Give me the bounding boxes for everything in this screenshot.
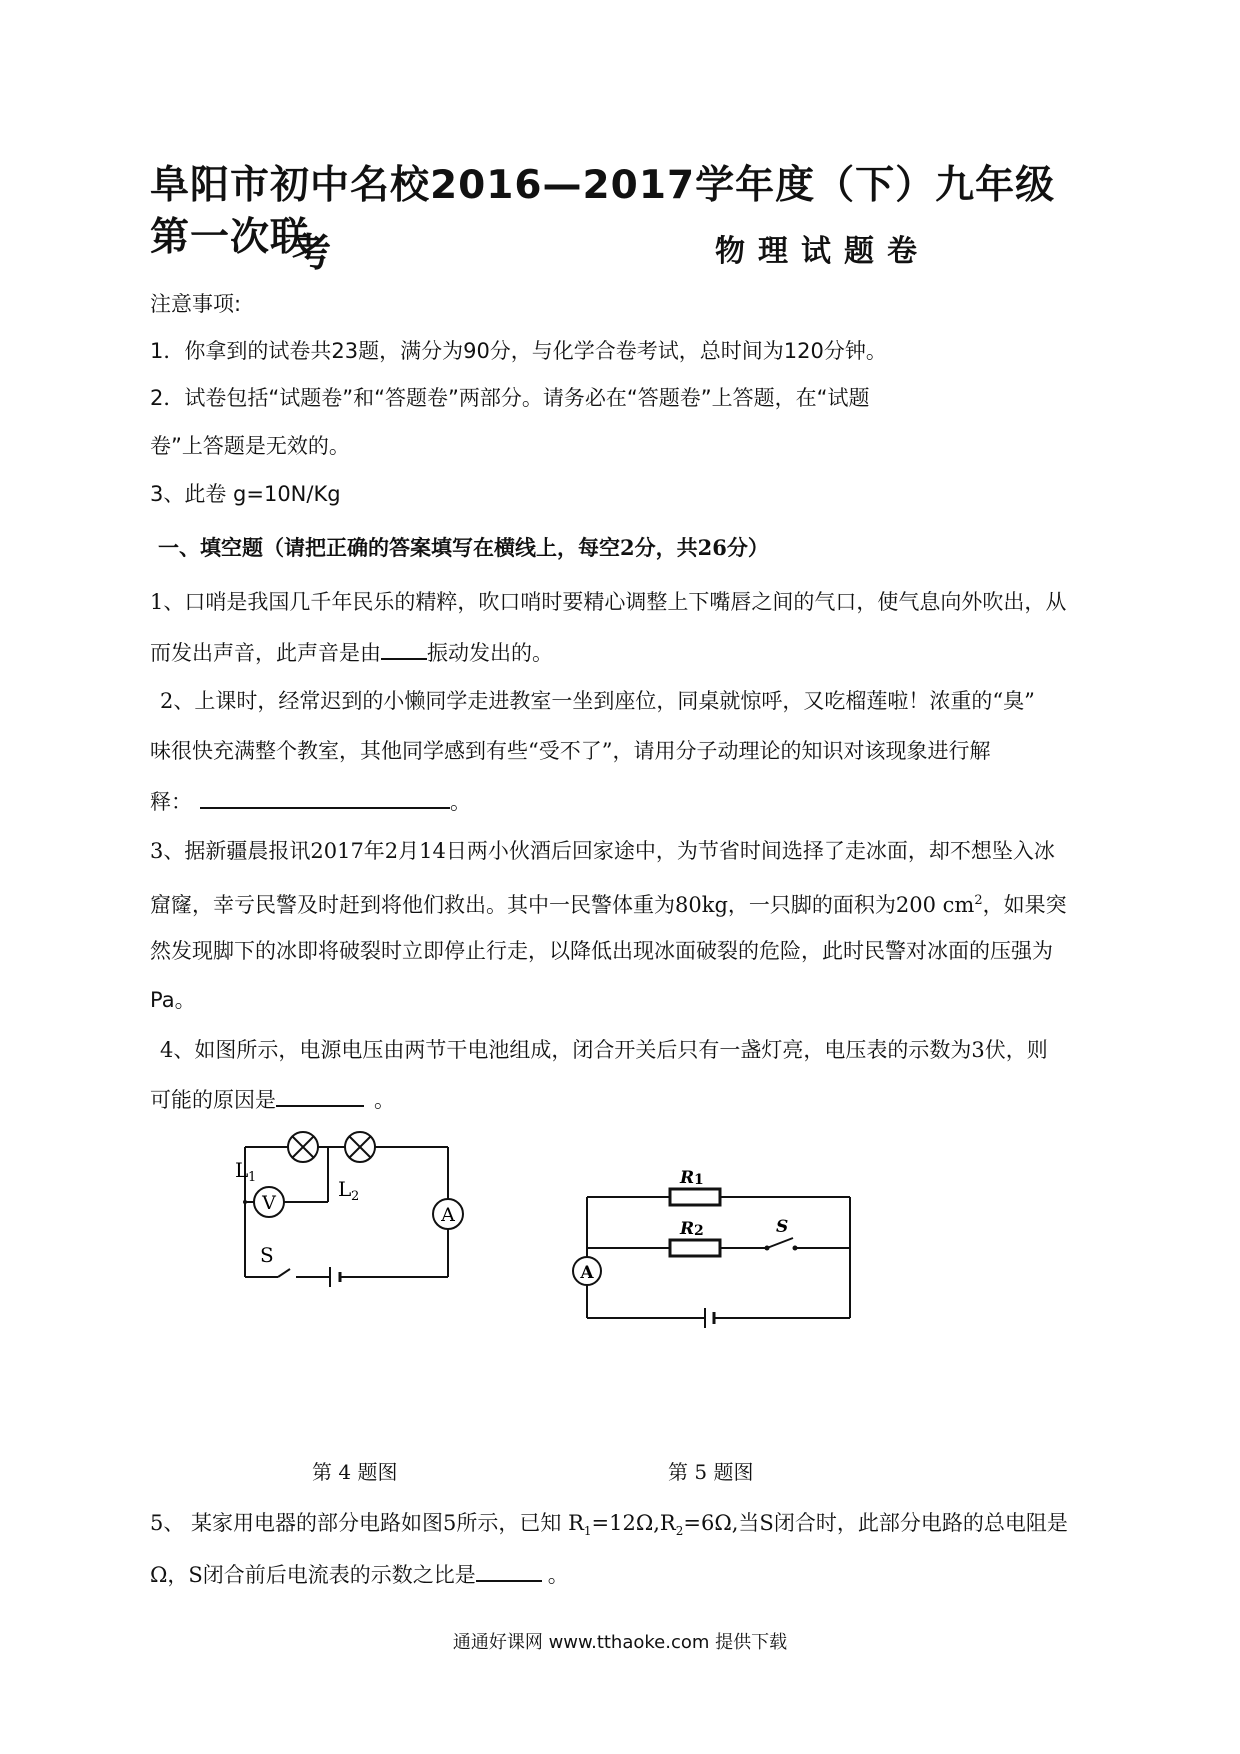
question-2-line2: 味很快充满整个教室，其他同学感到有些“受不了”，请用分子动理论的知识对该现象进行解: [150, 739, 991, 763]
question-5-text-b: =12Ω,R: [591, 1511, 676, 1535]
resistor-r1-subscript: 1: [694, 1172, 704, 1188]
question-1-line2: [150, 636, 1095, 668]
figure-5-circuit: [560, 1165, 860, 1335]
section-1-heading: 一、填空题（请把正确的答案填写在横线上，每空2分，共26分）: [158, 535, 769, 560]
switch-contact-dot: [793, 1246, 798, 1251]
figure-4-circuit: [230, 1115, 470, 1295]
question-5-text-e: 。: [547, 1563, 569, 1587]
resistor-r2: [670, 1240, 720, 1256]
figure-4-caption: 第 4 题图: [312, 1460, 398, 1484]
lamp-l2-label: L: [338, 1177, 352, 1201]
notice-item-1: 1．你拿到的试卷共23题，满分为90分，与化学合卷考试，总时间为120分钟。: [150, 339, 887, 363]
question-5-text-d: Ω，S闭合前后电流表的示数之比是: [150, 1563, 476, 1587]
question-3-line2: [150, 886, 1095, 920]
question-2-line1: 2、上课时，经常迟到的小懒同学走进教室一坐到座位，同桌就惊呼，又吃榴莲啦！浓重的“臭”: [160, 689, 1035, 713]
ammeter-label: A: [441, 1204, 455, 1226]
notice-item-2-line2: 卷”上答题是无效的。: [150, 434, 350, 458]
question-5-text-c: =6Ω,当S闭合时，此部分电路的总电阻是: [683, 1511, 1068, 1535]
question-2-text-a: 释：: [150, 790, 192, 814]
question-2-line3: [150, 785, 1095, 817]
question-3-text-b: ，如果突: [982, 893, 1067, 917]
switch-s-blade: [767, 1238, 793, 1248]
ammeter-label: A: [580, 1263, 594, 1283]
exam-subject-title: 物理试题卷: [715, 234, 930, 269]
answer-blank-q4[interactable]: [276, 1083, 364, 1107]
page-footer: 通通好课网 www.tthaoke.com 提供下载: [452, 1632, 788, 1653]
subscript-2: 2: [675, 1524, 684, 1539]
question-4-text-a: 可能的原因是: [150, 1088, 276, 1112]
answer-blank-q1[interactable]: [381, 636, 427, 660]
question-4-line2: [150, 1083, 1095, 1115]
junction-dot: [243, 1200, 247, 1204]
voltmeter-label: V: [262, 1192, 276, 1214]
notice-heading: 注意事项:: [150, 292, 242, 316]
question-3-line3: 然发现脚下的冰即将破裂时立即停止行走，以降低出现冰面破裂的危险，此时民警对冰面的压强为: [150, 939, 1053, 963]
resistor-r2-label: R: [680, 1219, 695, 1239]
question-4-text-b: 。: [374, 1088, 395, 1112]
question-1-text-a: 而发出声音，此声音是由: [150, 641, 381, 665]
resistor-r1-label: R: [680, 1168, 695, 1188]
switch-s-label: S: [260, 1243, 274, 1267]
question-1-text-b: 振动发出的。: [427, 641, 553, 665]
lamp-l2-subscript: 2: [351, 1189, 360, 1204]
resistor-r2-subscript: 2: [694, 1223, 704, 1239]
exam-title-line2-part1: 考: [292, 231, 332, 276]
question-4-line1: 4、如图所示，电源电压由两节干电池组成，闭合开关后只有一盏灯亮，电压表的示数为3伏，则: [160, 1038, 1048, 1062]
answer-blank-q2[interactable]: [200, 785, 450, 809]
resistor-r1: [670, 1189, 720, 1205]
question-5-line2: [150, 1558, 1095, 1590]
superscript-2: 2: [974, 893, 983, 908]
switch-contact-dot: [765, 1246, 770, 1251]
lamp-l1-subscript: 1: [248, 1170, 257, 1185]
question-3-line4: Pa。: [150, 988, 196, 1012]
question-1-line1: 1、口哨是我国几千年民乐的精粹，吹口哨时要精心调整上下嘴唇之间的气口，使气息向外吹出，从: [150, 590, 1067, 614]
answer-blank-q5[interactable]: [476, 1558, 542, 1582]
subscript-1: 1: [583, 1524, 592, 1539]
lamp-l1-label: L: [235, 1158, 249, 1182]
question-5-text-a: 5、 某家用电器的部分电路如图5所示，已知 R: [150, 1511, 584, 1535]
notice-item-3: 3、此卷 g=10N/Kg: [150, 482, 341, 506]
question-3-line1: 3、据新疆晨报讯2017年2月14日两小伙酒后回家途中，为节省时间选择了走冰面，却不想坠入冰: [150, 839, 1055, 863]
switch-s-label: S: [776, 1217, 789, 1237]
figure-5-caption: 第 5 题图: [668, 1460, 754, 1484]
question-3-text-a: 窟窿，幸亏民警及时赶到将他们救出。其中一民警体重为80kg，一只脚的面积为200 cm: [150, 893, 975, 917]
question-2-text-b: 。: [450, 790, 471, 814]
exam-title-line1: 阜阳市初中名校2016—2017学年度（下）九年级第一次联: [150, 163, 1056, 260]
question-5-line1: [150, 1508, 1095, 1546]
switch-s-blade: [278, 1269, 290, 1277]
notice-item-2-line1: 2．试卷包括“试题卷”和“答题卷”两部分。请务必在“答题卷”上答题，在“试题: [150, 386, 870, 410]
